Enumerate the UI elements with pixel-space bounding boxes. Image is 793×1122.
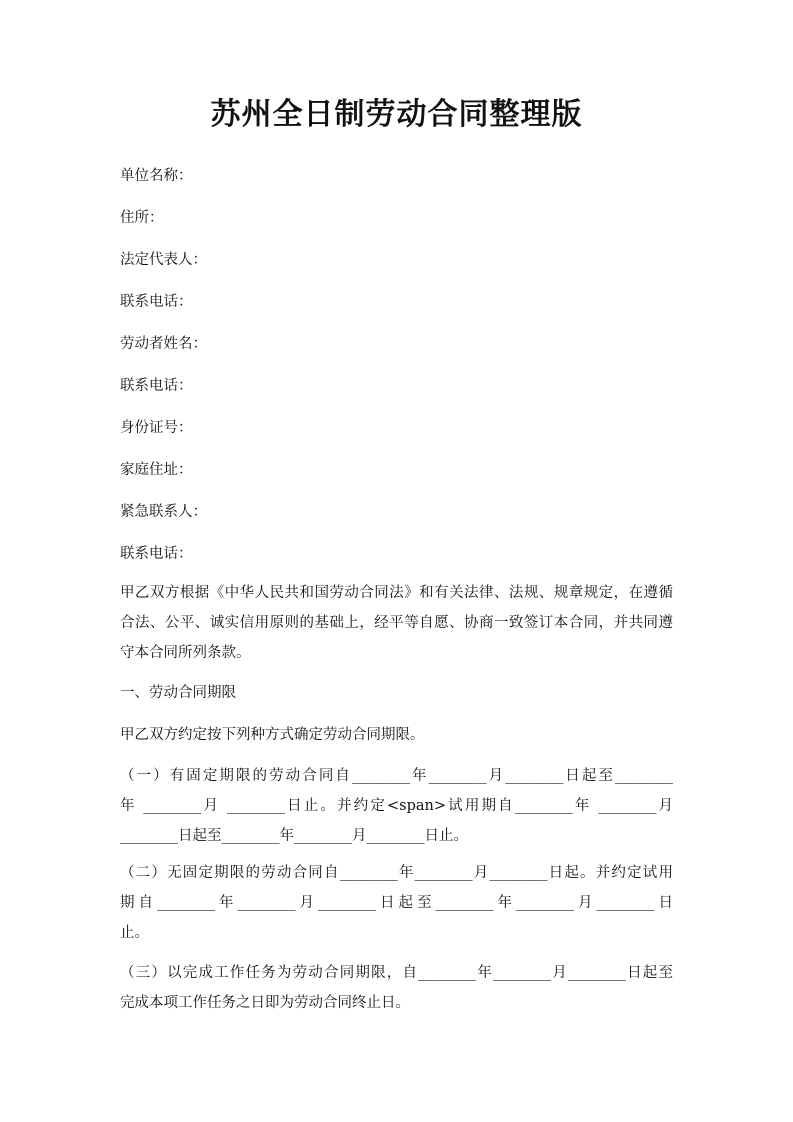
clause-open-ended bbox=[120, 858, 673, 948]
clause-line: 完成本项工作任务之日即为劳动合同终止日。 bbox=[120, 995, 410, 1011]
field-company-name: 单位名称： bbox=[120, 168, 193, 184]
field-emergency-phone: 联系电话： bbox=[120, 546, 193, 562]
document-title: 苏州全日制劳动合同整理版 bbox=[210, 97, 583, 132]
field-legal-representative: 法定代表人： bbox=[120, 252, 207, 268]
preamble-line: 守本合同所列条款。 bbox=[120, 645, 251, 661]
clause-line: 年 ________月 ________日止。并约定<span>试用期自________年 ________月 bbox=[120, 798, 673, 814]
clause-fixed-term bbox=[120, 761, 673, 851]
section-1-intro: 甲乙双方约定按下列种方式确定劳动合同期限。 bbox=[120, 727, 425, 743]
clause-line: （三）以完成工作任务为劳动合同期限，自________年________月________日起至 bbox=[120, 965, 673, 981]
field-id-number: 身份证号： bbox=[120, 420, 193, 436]
preamble-line: 合法、公平、诚实信用原则的基础上，经平等自愿、协商一致签订本合同，并共同遵 bbox=[120, 615, 673, 631]
clause-line: ________日起至________年________月________日止。 bbox=[120, 828, 468, 844]
section-1-heading: 一、劳动合同期限 bbox=[120, 685, 236, 701]
clause-task-based bbox=[120, 958, 673, 1018]
field-home-address: 家庭住址： bbox=[120, 462, 193, 478]
preamble-paragraph bbox=[120, 578, 673, 668]
clause-line: （二）无固定期限的劳动合同自________年________月________日起。并约定试用 bbox=[120, 865, 673, 881]
field-employee-phone: 联系电话： bbox=[120, 378, 193, 394]
field-address: 住所： bbox=[120, 210, 164, 226]
clause-line: 止。 bbox=[120, 925, 149, 941]
field-employee-name: 劳动者姓名： bbox=[120, 336, 207, 352]
field-company-phone: 联系电话： bbox=[120, 294, 193, 310]
clause-line: （一）有固定期限的劳动合同自________年________月________日起至________ bbox=[120, 768, 673, 784]
field-emergency-contact: 紧急联系人： bbox=[120, 504, 207, 520]
preamble-line: 甲乙双方根据《中华人民共和国劳动合同法》和有关法律、法规、规章规定，在遵循 bbox=[120, 585, 673, 601]
clause-line: 期自________年________月________日起至________年________月________日 bbox=[120, 895, 673, 911]
